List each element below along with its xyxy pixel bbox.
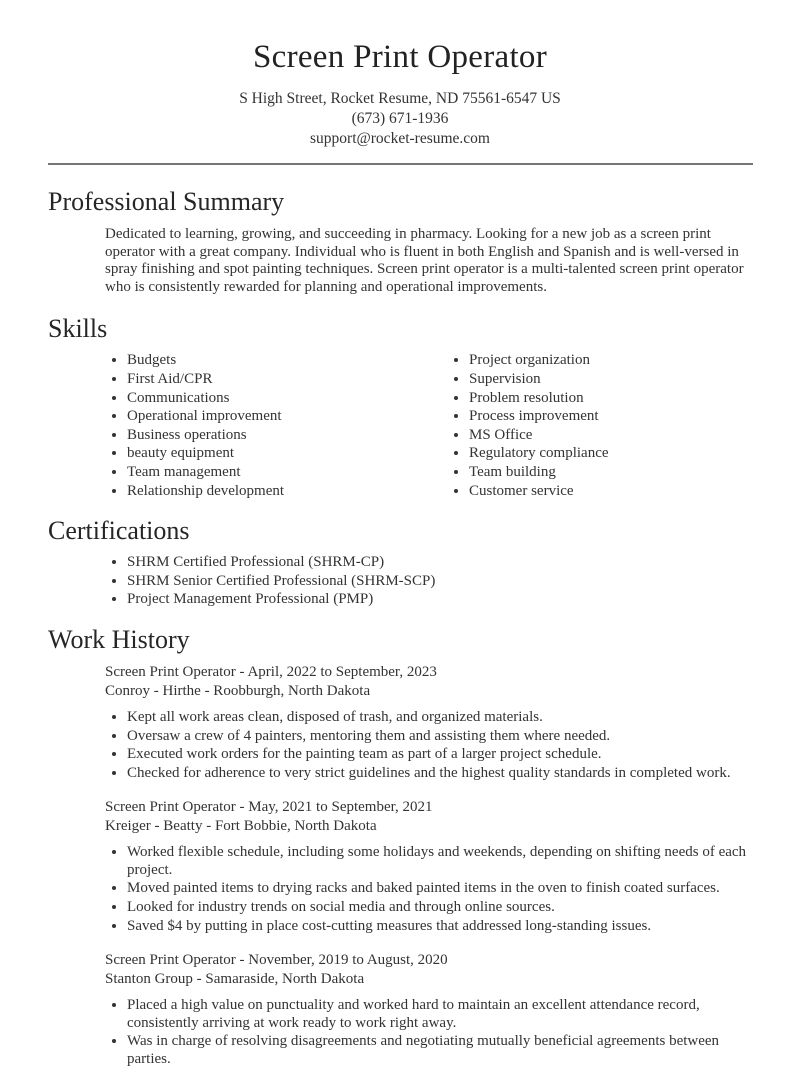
job-title-line: Screen Print Operator - November, 2019 to August, 2020 [105,952,448,969]
contact-phone: (673) 671-1936 [351,110,449,127]
job-company-line: Conroy - Hirthe - Roobburgh, North Dakota [105,682,371,699]
section-professional-summary [48,185,752,296]
job-header [105,951,752,989]
skill-item: • Customer service [469,482,752,501]
section-work-history [48,623,752,1069]
job-bullet: • Placed a high value on punctuality and worked hard to maintain an excellent attendance record, consistently arriving at work ready to work right away. [127,996,752,1032]
contact-block [0,89,800,149]
certification-item: • Project Management Professional (PMP) [127,590,752,609]
skill-item: • Budgets [127,351,447,370]
skill-item: • Supervision [469,370,752,389]
skill-item: • Relationship development [127,482,447,501]
skill-item: • Communications [127,389,447,408]
skill-item: • First Aid/CPR [127,370,447,389]
skills-column-left [105,351,447,500]
job-company-line: Stanton Group - Samaraside, North Dakota [105,971,365,988]
job-bullet: • Moved painted items to drying racks and baked painted items in the oven to finish coated surfaces. [127,879,752,898]
job-list [48,663,752,1069]
skill-item: • beauty equipment [127,444,447,463]
skill-item: • MS Office [469,426,752,445]
summary-text: Dedicated to learning, growing, and succeeding in pharmacy. Looking for a new job as a screen print operator with a great company. Individual who is fluent in both English and Spanish and is well-versed in spray finishing and spot painting techniques. Screen print operator is a multi-talented screen print operator who is consistently rewarded for planning and operational improvements. [105,226,744,295]
skill-item: • Team building [469,463,752,482]
skill-item: • Regulatory compliance [469,444,752,463]
job-title-line: Screen Print Operator - April, 2022 to September, 2023 [105,663,437,680]
skill-item: • Business operations [127,426,447,445]
job-entry [48,798,752,935]
job-title-line: Screen Print Operator - May, 2021 to September, 2021 [105,799,433,816]
skill-item: • Problem resolution [469,389,752,408]
certification-item: • SHRM Certified Professional (SHRM-CP) [127,553,752,572]
job-entry [48,951,752,1068]
work-history-section-title: Work History [48,624,190,654]
certification-item: • SHRM Senior Certified Professional (SHRM-SCP) [127,572,752,591]
job-bullet: • Looked for industry trends on social media and through online sources. [127,898,752,917]
job-header [105,798,752,836]
page-title: Screen Print Operator [252,39,548,75]
contact-address: S High Street, Rocket Resume, ND 75561-6547 US [239,90,561,107]
job-bullet: • Saved $4 by putting in place cost-cutting measures that addressed long-standing issues. [127,917,752,936]
job-bullet: • Kept all work areas clean, disposed of trash, and organized materials. [127,708,752,727]
skills-section-title: Skills [48,314,108,344]
header-divider [48,163,753,165]
job-entry [48,663,752,782]
section-certifications [48,514,752,609]
job-header [105,663,752,701]
job-bullet: • Executed work orders for the painting team as part of a larger project schedule. [127,745,752,764]
skill-item: • Project organization [469,351,752,370]
job-bullet: • Oversaw a crew of 4 painters, mentoring them and assisting them where needed. [127,727,752,746]
contact-email: support@rocket-resume.com [310,130,490,147]
skill-item: • Process improvement [469,407,752,426]
section-skills [48,312,752,500]
job-bullet-list [105,843,752,935]
skills-column-right [447,351,752,500]
job-bullet-list [105,996,752,1068]
job-bullet: • Worked flexible schedule, including some holidays and weekends, depending on shifting needs of each project. [127,843,752,879]
skills-columns [105,351,752,500]
resume-header [0,0,800,149]
skill-item: • Operational improvement [127,407,447,426]
job-company-line: Kreiger - Beatty - Fort Bobbie, North Dakota [105,818,377,835]
resume-content [0,185,800,1069]
job-bullet-list [105,708,752,782]
certifications-section-title: Certifications [48,516,190,546]
job-bullet: • Checked for adherence to very strict guidelines and the highest quality standards in completed work. [127,764,752,783]
job-bullet: • Was in charge of resolving disagreements and negotiating mutually beneficial agreements between parties. [127,1032,752,1068]
summary-section-title: Professional Summary [48,187,285,216]
certification-list [105,553,752,609]
skill-item: • Team management [127,463,447,482]
